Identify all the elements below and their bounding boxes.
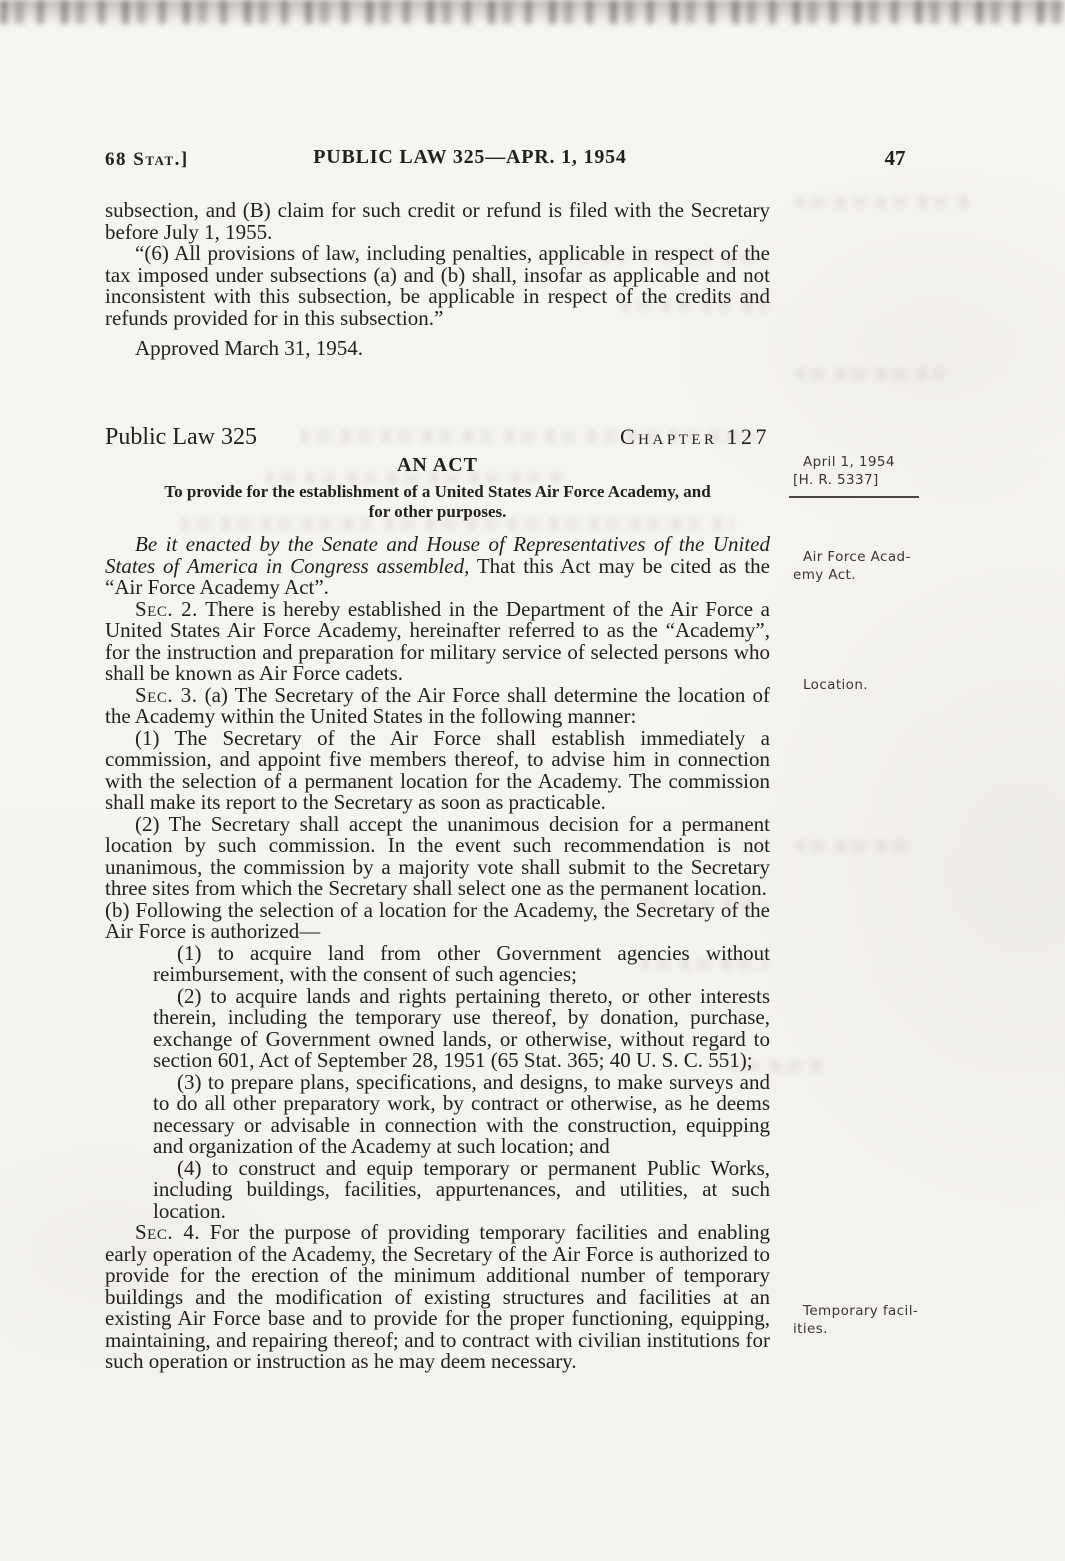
act-purpose (105, 482, 770, 522)
act-purpose-line2: for other purposes. (368, 502, 507, 521)
public-law-number: Public Law 325 (105, 424, 257, 450)
margin-rule (789, 496, 919, 498)
enacting-clause-roman: That this Act may be cited as the “Air Force Academy Act”. (105, 553, 770, 599)
section-4-label: Sec. 4. (135, 1220, 201, 1244)
act-purpose-line1: To provide for the establishment of a United States Air Force Academy, and (164, 482, 711, 501)
running-header (105, 146, 910, 176)
section-3-label: Sec. 3. (135, 682, 198, 707)
authorization-item-2-num: (2) (177, 983, 202, 1008)
authorization-item-2-text: to acquire lands and rights pertaining thereto, or other interests therein, including the temporary use thereof, by donation, purchase, exchange of Government owned lands, or otherwise, without regard to section 601, Act of September 28, 1951 (65 Stat. 365; 40 U. S. C. 551); (153, 983, 770, 1072)
paragraph-continuation: subsection, and (B) claim for such credit or refund is filed with the Secretary before July 1, 1955. (105, 198, 770, 244)
bleed-through-artifact (795, 840, 915, 852)
section-3a-text: (a) The Secretary of the Air Force shall determine the location of the Academy within the United States in the following manner: (105, 682, 770, 728)
law-heading-row (105, 424, 770, 451)
authorization-item-1 (153, 940, 770, 986)
authorization-item-4-num: (4) (177, 1155, 202, 1180)
law-heading (105, 424, 770, 522)
margin-note-date-line2: [H. R. 5337] (793, 471, 879, 488)
bleed-through-artifact (795, 196, 970, 208)
approved-line: Approved March 31, 1954. (135, 336, 364, 360)
authorization-item-3-num: (3) (177, 1069, 202, 1094)
section-2 (105, 596, 770, 685)
authorization-item-4 (153, 1155, 770, 1223)
margin-note-temporary-facilities-line1: Temporary facil- (803, 1303, 919, 1319)
section-3a-paragraph-1: (1) The Secretary of the Air Force shall establish immediately a commission, and appoint five members thereof, to advise him in connection with the selection of a permanent location for the Academy. The commission shall make its report to the Secretary as soon as practicable. (105, 725, 770, 814)
margin-note-date (793, 454, 935, 498)
scan-artifact-top-edge (0, 0, 1065, 24)
margin-note-short-title-line2: emy Act. (793, 566, 856, 583)
section-3a (105, 682, 770, 728)
margin-note-short-title-line1: Air Force Acad- (803, 549, 911, 565)
section-3b-intro: (b) Following the selection of a location for the Academy, the Secretary of the Air Force is authorized— (105, 897, 770, 943)
authorization-item-1-text: to acquire land from other Government agencies without reimbursement, with the consent of such agencies; (153, 940, 770, 986)
section-4 (105, 1222, 770, 1373)
enacting-clause-italic: Be it enacted by the Senate and House of Representatives of the United States of America in Congress assembled, (105, 532, 770, 578)
authorization-item-1-num: (1) (177, 940, 202, 965)
authorization-item-3 (153, 1069, 770, 1158)
bleed-through-artifact (795, 368, 945, 380)
section-3a-paragraph-2: (2) The Secretary shall accept the unanimous decision for a permanent location by such commission. In the event such recommendation is not unanimous, the commission by a majority vote shall submit to the Secretary three sites from which the Secretary shall select one as the permanent location. (105, 811, 770, 900)
paragraph-provision-6: “(6) All provisions of law, including penalties, applicable in respect of the tax imposed under subsections (a) and (b) shall, insofar as applicable and not inconsistent with this subsection, be applicable in respect of the credits and refunds provided for in this subsection.” (105, 241, 770, 330)
stat-citation: 68 Stat.] (105, 149, 189, 170)
an-act-heading: AN ACT (396, 454, 478, 476)
previous-law-conclusion (105, 200, 770, 360)
section-2-label: Sec. 2. (135, 596, 198, 621)
margin-note-short-title (793, 549, 935, 584)
act-body (105, 534, 770, 1373)
authorization-item-4-text: to construct and equip temporary or permanent Public Works, including buildings, facilities, appurtenances, and utilities, at such location. (153, 1155, 770, 1223)
authorization-item-3-text: to prepare plans, specifications, and designs, to make surveys and to do all other preparatory work, by contract or otherwise, as he deems necessary or advisable in connection with the construction, equipping and organization of the Academy at such location; and (153, 1069, 770, 1158)
margin-note-temporary-facilities-line2: ities. (793, 1320, 828, 1337)
margin-note-temporary-facilities (793, 1303, 935, 1338)
margin-note-location (793, 677, 935, 695)
authorization-item-2 (153, 983, 770, 1072)
margin-note-location-text: Location. (803, 677, 868, 693)
section-4-text: For the purpose of providing temporary facilities and enabling early operation of the Academy, the Secretary of the Air Force is authorized to provide for the erection of the minimum additional number of temporary buildings and the modification of existing structures and facilities at an existing Air Force base and to provide for the proper functioning, equipping, maintaining, and repairing thereof; and to contract with civilian institutions for such operation or instruction as he may deem necessary. (105, 1220, 770, 1373)
running-header-title: PUBLIC LAW 325—APR. 1, 1954 (313, 146, 627, 168)
enacting-clause (105, 534, 770, 599)
page-number: 47 (884, 146, 906, 170)
margin-note-date-line1: April 1, 1954 (803, 454, 895, 470)
section-2-text: There is hereby established in the Department of the Air Force a United States Air Force Academy, hereinafter referred to as the “Academy”, for the instruction and preparation for military service of selected persons who shall be known as Air Force cadets. (105, 596, 770, 685)
chapter-number: Chapter 127 (619, 424, 770, 449)
